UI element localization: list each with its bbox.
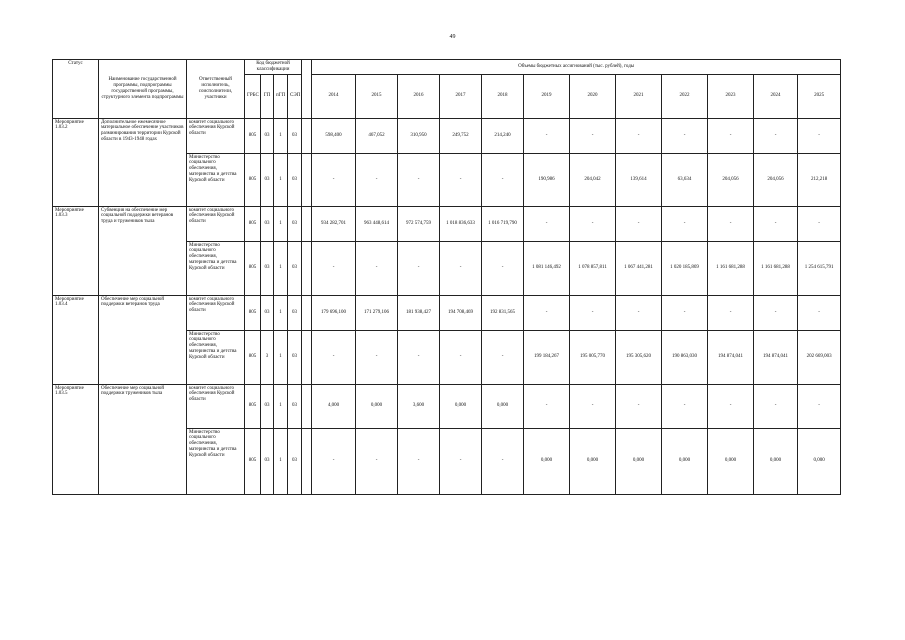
value-cell: 1 078 857,811 [570, 241, 616, 295]
header-code-pgp: пГП [274, 74, 288, 118]
value-cell: - [708, 118, 754, 153]
header-year: 2020 [570, 74, 616, 118]
code-cell: 805 [245, 118, 261, 153]
header-year: 2014 [312, 74, 356, 118]
value-cell: - [482, 428, 524, 494]
value-cell: 204,056 [754, 153, 798, 206]
value-cell: 194 874,041 [708, 330, 754, 384]
value-cell: - [440, 241, 482, 295]
code-cell: 03 [288, 295, 302, 330]
code-cell: 03 [288, 330, 302, 384]
row-responsible: комитет социального обеспечения Курской области [187, 206, 245, 241]
header-year: 2019 [524, 74, 570, 118]
header-year: 2018 [482, 74, 524, 118]
value-cell: - [570, 384, 616, 428]
value-cell: 139,614 [616, 153, 662, 206]
value-cell: 1 018 836,633 [440, 206, 482, 241]
code-cell: 03 [261, 384, 274, 428]
value-cell: 467,052 [356, 118, 398, 153]
code-cell: 1 [274, 206, 288, 241]
value-cell: 0,000 [798, 428, 841, 494]
spacer-cell [302, 330, 312, 384]
code-cell: 03 [288, 206, 302, 241]
value-cell: - [312, 241, 356, 295]
value-cell: - [524, 206, 570, 241]
value-cell: 1 161 681,288 [754, 241, 798, 295]
header-responsible: Ответственный исполнитель, соисполнители, участники [187, 60, 245, 119]
value-cell: 963 448,614 [356, 206, 398, 241]
value-cell: 1 254 615,791 [798, 241, 841, 295]
value-cell: - [398, 153, 440, 206]
code-cell: 1 [274, 241, 288, 295]
value-cell: - [616, 295, 662, 330]
value-cell: - [398, 330, 440, 384]
value-cell: 194 708,469 [440, 295, 482, 330]
value-cell: 934 282,701 [312, 206, 356, 241]
code-cell: 03 [288, 384, 302, 428]
row-responsible: комитет социального обеспечения Курской области [187, 118, 245, 153]
value-cell: 3,600 [398, 384, 440, 428]
spacer-cell [302, 241, 312, 295]
code-cell: 805 [245, 428, 261, 494]
value-cell: 195 005,770 [570, 330, 616, 384]
value-cell: - [798, 295, 841, 330]
value-cell: - [754, 295, 798, 330]
value-cell: - [662, 384, 708, 428]
header-code-sep: СЭП [288, 74, 302, 118]
code-cell: 03 [261, 153, 274, 206]
header-year: 2016 [398, 74, 440, 118]
code-cell: 03 [261, 428, 274, 494]
value-cell: 194 874,041 [754, 330, 798, 384]
value-cell: - [662, 118, 708, 153]
header-code-group: Код бюджетной классификации [245, 60, 302, 75]
row-responsible: Министерство социального обеспечения, материнства и детства Курской области [187, 241, 245, 295]
value-cell: 0,000 [708, 428, 754, 494]
row-responsible: комитет социального обеспечения Курской области [187, 295, 245, 330]
value-cell: - [482, 330, 524, 384]
header-name: Наименование государственной программы, подпрограммы государственной программы, структурного элемента подпрограммы [99, 60, 187, 119]
code-cell: 03 [261, 206, 274, 241]
header-code-gp: ГП [261, 74, 274, 118]
code-cell: 1 [274, 330, 288, 384]
header-code-grbs: ГРБС [245, 74, 261, 118]
value-cell: - [662, 206, 708, 241]
value-cell: 972 574,759 [398, 206, 440, 241]
row-name: Дополнительное ежемесячное материальное обеспечение участников разминирования территории Курской области в 1943-1948 годах [99, 118, 187, 206]
header-year: 2024 [754, 74, 798, 118]
value-cell: 195 305,620 [616, 330, 662, 384]
value-cell: 0,000 [524, 428, 570, 494]
value-cell: 204,056 [708, 153, 754, 206]
code-cell: 805 [245, 295, 261, 330]
value-cell: - [616, 384, 662, 428]
code-cell: 1 [274, 384, 288, 428]
value-cell: - [356, 153, 398, 206]
row-responsible: Министерство социального обеспечения, материнства и детства Курской области [187, 330, 245, 384]
value-cell: - [440, 153, 482, 206]
value-cell: 310,950 [398, 118, 440, 153]
value-cell: 1 161 681,288 [708, 241, 754, 295]
code-cell: 1 [274, 295, 288, 330]
header-spacer [302, 60, 312, 119]
row-responsible: комитет социального обеспечения Курской области [187, 384, 245, 428]
value-cell: - [798, 384, 841, 428]
value-cell: - [616, 206, 662, 241]
spacer-cell [302, 153, 312, 206]
code-cell: 03 [288, 428, 302, 494]
table-row [53, 384, 841, 428]
value-cell: - [356, 241, 398, 295]
value-cell: - [754, 118, 798, 153]
code-cell: 1 [274, 153, 288, 206]
value-cell: - [440, 428, 482, 494]
row-status: Мероприятие 1.03.3 [53, 206, 99, 295]
code-cell: 03 [288, 153, 302, 206]
value-cell: - [524, 384, 570, 428]
value-cell: 1 067 441,281 [616, 241, 662, 295]
row-responsible: Министерство социального обеспечения, материнства и детства Курской области [187, 153, 245, 206]
value-cell: 249,752 [440, 118, 482, 153]
row-responsible: Министерство социального обеспечения, материнства и детства Курской области [187, 428, 245, 494]
value-cell: 0,000 [570, 428, 616, 494]
value-cell: - [356, 428, 398, 494]
header-status: Статус [53, 60, 99, 119]
value-cell: 0,000 [754, 428, 798, 494]
code-cell: 805 [245, 153, 261, 206]
value-cell: - [356, 330, 398, 384]
value-cell: - [754, 384, 798, 428]
value-cell: 0,000 [482, 384, 524, 428]
row-status: Мероприятие 1.03.2 [53, 118, 99, 206]
table-row [53, 206, 841, 241]
value-cell: 1 016 719,790 [482, 206, 524, 241]
value-cell: - [482, 153, 524, 206]
code-cell: 805 [245, 384, 261, 428]
value-cell: 202 669,003 [798, 330, 841, 384]
code-cell: 03 [288, 241, 302, 295]
value-cell: 190,986 [524, 153, 570, 206]
value-cell: 181 938,427 [398, 295, 440, 330]
header-year: 2017 [440, 74, 482, 118]
value-cell: 190 863,030 [662, 330, 708, 384]
row-name: Обеспечение мер социальной поддержки ветеранов труда [99, 295, 187, 384]
spacer-cell [302, 428, 312, 494]
code-cell: 3 [261, 330, 274, 384]
value-cell: 4,000 [312, 384, 356, 428]
code-cell: 03 [261, 118, 274, 153]
spacer-cell [302, 295, 312, 330]
value-cell: - [570, 295, 616, 330]
value-cell: 0,000 [662, 428, 708, 494]
table-row [53, 118, 841, 153]
value-cell: 598,400 [312, 118, 356, 153]
header-year: 2022 [662, 74, 708, 118]
spacer-cell [302, 384, 312, 428]
value-cell: - [616, 118, 662, 153]
spacer-cell [302, 118, 312, 153]
row-status: Мероприятие 1.03.4 [53, 295, 99, 384]
value-cell: - [662, 295, 708, 330]
value-cell: 171 279,106 [356, 295, 398, 330]
value-cell: - [524, 118, 570, 153]
value-cell: - [570, 118, 616, 153]
code-cell: 1 [274, 428, 288, 494]
value-cell: 0,000 [356, 384, 398, 428]
value-cell: 212,218 [798, 153, 841, 206]
row-name: Обеспечение мер социальной поддержки тружеников тыла [99, 384, 187, 494]
header-year: 2025 [798, 74, 841, 118]
value-cell: 204,042 [570, 153, 616, 206]
header-year: 2021 [616, 74, 662, 118]
value-cell: - [570, 206, 616, 241]
row-status: Мероприятие 1.03.5 [53, 384, 99, 494]
value-cell: - [708, 206, 754, 241]
header-year: 2015 [356, 74, 398, 118]
value-cell: - [798, 118, 841, 153]
value-cell: 0,000 [440, 384, 482, 428]
value-cell: - [398, 428, 440, 494]
value-cell: - [312, 428, 356, 494]
value-cell: - [754, 206, 798, 241]
value-cell: - [524, 295, 570, 330]
row-name: Субвенция на обеспечение мер социальной поддержки ветеранов труда и тружеников тыла [99, 206, 187, 295]
value-cell: 63,634 [662, 153, 708, 206]
value-cell: - [482, 241, 524, 295]
spacer-cell [302, 206, 312, 241]
code-cell: 805 [245, 206, 261, 241]
value-cell: 199 184,267 [524, 330, 570, 384]
code-cell: 805 [245, 330, 261, 384]
value-cell: 1 020 185,869 [662, 241, 708, 295]
code-cell: 1 [274, 118, 288, 153]
code-cell: 03 [261, 241, 274, 295]
code-cell: 805 [245, 241, 261, 295]
budget-table [52, 59, 841, 495]
value-cell: 214,240 [482, 118, 524, 153]
table-row [53, 295, 841, 330]
code-cell: 03 [261, 295, 274, 330]
value-cell: - [312, 330, 356, 384]
value-cell: - [798, 206, 841, 241]
value-cell: 179 696,100 [312, 295, 356, 330]
header-volumes: Объемы бюджетных ассигнований (тыс. рублей), годы [312, 60, 841, 75]
value-cell: - [312, 153, 356, 206]
value-cell: - [708, 384, 754, 428]
code-cell: 03 [288, 118, 302, 153]
value-cell: 192 831,565 [482, 295, 524, 330]
header-year: 2023 [708, 74, 754, 118]
page-number: 49 [449, 34, 456, 40]
value-cell: - [398, 241, 440, 295]
value-cell: - [708, 295, 754, 330]
value-cell: 1 081 146,492 [524, 241, 570, 295]
value-cell: 0,000 [616, 428, 662, 494]
value-cell: - [440, 330, 482, 384]
